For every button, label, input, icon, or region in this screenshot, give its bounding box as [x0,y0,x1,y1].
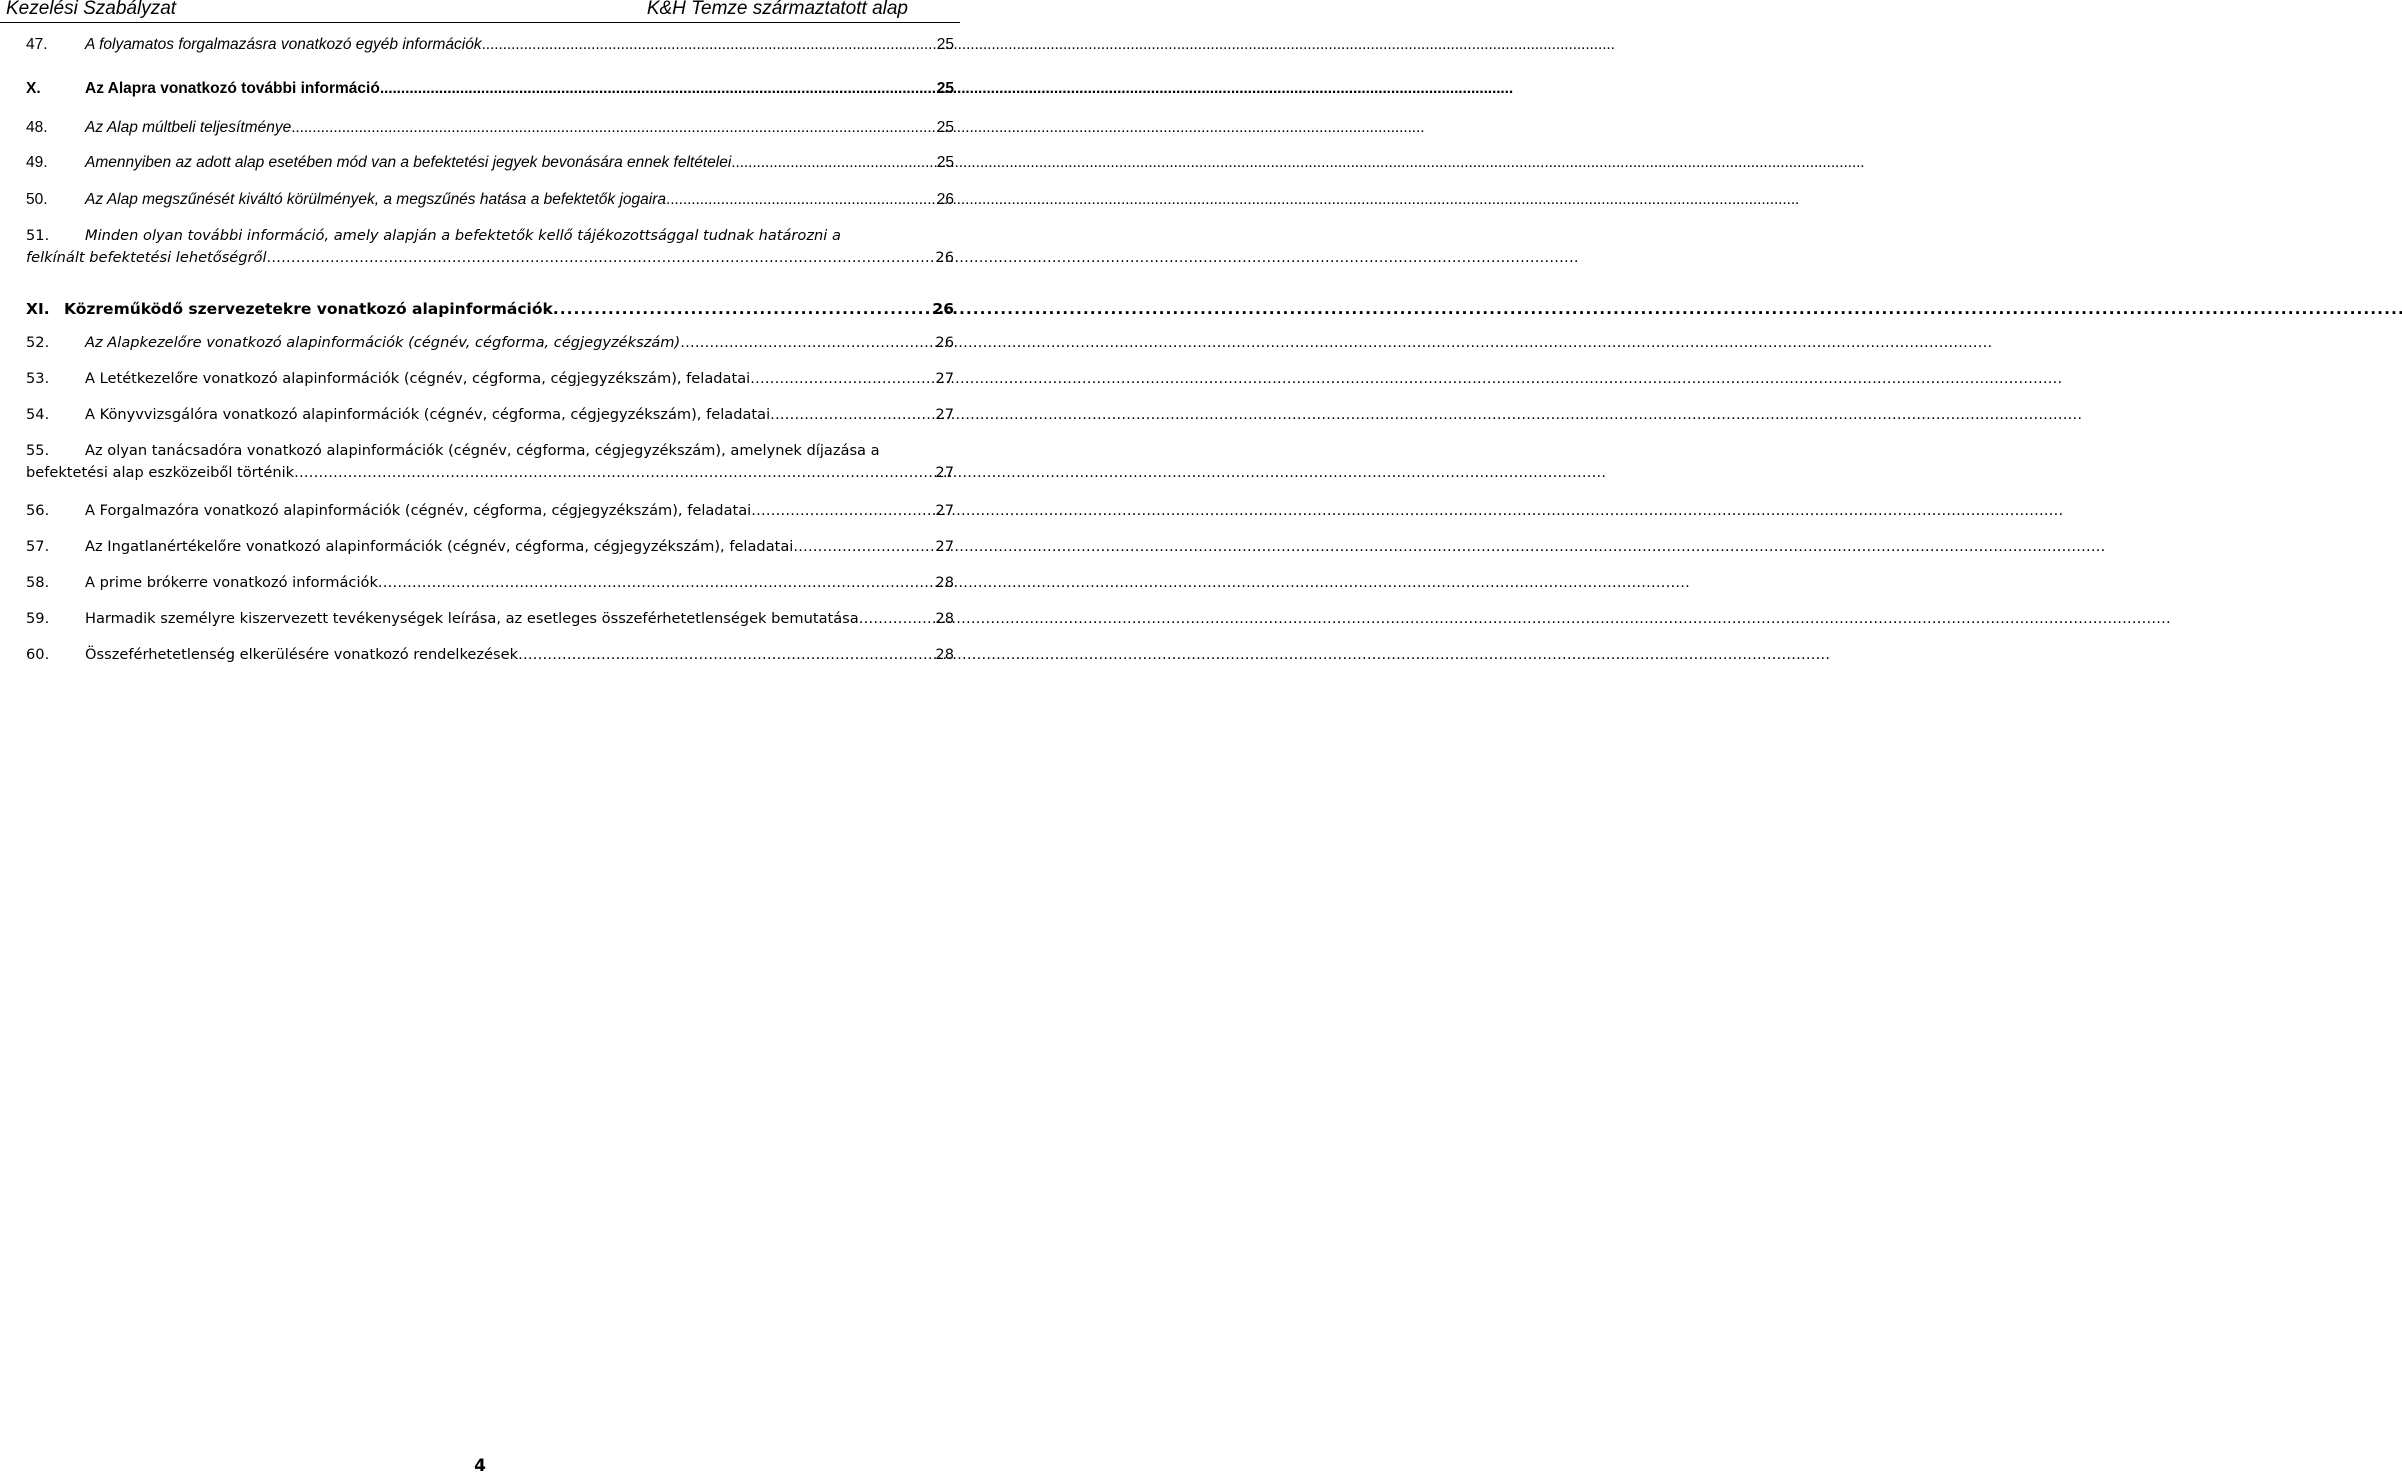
toc-entry-number: 56. [26,502,50,519]
toc-entry-page: 25 [936,154,954,171]
toc-entry-title: Harmadik személyre kiszervezett tevékenységek leírása, az esetleges összeférhetetlenségek bemutatása [85,610,859,627]
toc-entry-title: Amennyiben az adott alap esetében mód van a befektetési jegyek bevonására ennek feltételei [85,154,732,171]
toc-entry-53[interactable] [26,368,954,390]
toc-leader-dots [680,332,934,354]
toc-entry-number: 53. [26,370,50,387]
toc-entry-60[interactable] [26,644,954,666]
toc-entry-number: 52. [26,334,50,351]
toc-entry-55[interactable] [26,440,954,484]
toc-section-page: 25 [936,80,954,97]
toc-entry-page: 27 [935,370,954,387]
toc-entry-number: 59. [26,610,50,627]
toc-entry-page: 27 [935,406,954,423]
toc-entry-number: 49. [26,154,48,171]
toc-entry-number: 50. [26,191,48,208]
toc-leader-dots [294,462,934,484]
toc-entry-number: 48. [26,119,48,136]
toc-entry-50[interactable] [26,189,954,211]
toc-leader-dots [518,644,934,666]
toc-entry-52[interactable] [26,332,954,354]
toc-entry-57[interactable] [26,536,954,558]
toc-entry-title: Az Alapkezelőre vonatkozó alapinformációk (cégnév, cégforma, cégjegyzékszám) [85,334,681,351]
toc-entry-title: Összeférhetetlenség elkerülésére vonatkozó rendelkezések [85,646,519,663]
toc-entry-page: 26 [935,249,954,266]
toc-section-number: X. [26,80,41,97]
toc-entry-48[interactable] [26,117,954,139]
toc-section-xi[interactable] [26,298,954,320]
toc-leader-dots [380,78,936,100]
page-number: 4 [474,1456,486,1476]
toc-entry-59[interactable] [26,608,954,630]
toc-leader-dots [793,536,934,558]
toc-entry-47[interactable] [26,34,954,56]
toc-entry-54[interactable] [26,404,954,426]
toc-leader-dots [770,404,934,426]
toc-entry-page: 28 [935,574,954,591]
toc-entry-title: Az Alap megszűnését kiváltó körülmények, a megszűnés hatása a befektetők jogaira [85,191,666,208]
toc-leader-dots [859,608,935,630]
toc-leader-dots [751,500,934,522]
toc-entry-title: A Könyvvizsgálóra vonatkozó alapinformációk (cégnév, cégforma, cégjegyzékszám), feladatai [85,406,771,423]
toc-entry-page: 26 [935,334,954,351]
toc-leader-dots [750,368,934,390]
toc-entry-page: 27 [935,538,954,555]
toc-leader-dots [378,572,935,594]
header-document-title: Kezelési Szabályzat [6,0,177,19]
toc-entry-page: 28 [935,610,954,627]
toc-entry-title: Az Alap múltbeli teljesítménye [85,119,292,136]
toc-leader-dots [482,34,936,56]
toc-entry-number: 60. [26,646,50,663]
toc-entry-page: 27 [935,464,954,481]
toc-entry-49[interactable] [26,152,954,174]
toc-entry-page: 28 [935,646,954,663]
toc-entry-number: 57. [26,538,50,555]
toc-section-x[interactable] [26,78,954,100]
toc-leader-dots [267,247,935,269]
toc-section-title: Közreműködő szervezetekre vonatkozó alapinformációk [64,300,553,318]
toc-entry-58[interactable] [26,572,954,594]
toc-entry-title: A prime brókerre vonatkozó információk [85,574,378,591]
toc-entry-number: 58. [26,574,50,591]
toc-entry-title-line1: Minden olyan további információ, amely alapján a befektetők kellő tájékozottsággal tudnak határozni a [85,227,841,244]
toc-leader-dots [666,189,936,211]
toc-section-number: XI. [26,300,50,318]
toc-section-title: Az Alapra vonatkozó további információ [85,80,380,97]
toc-entry-page: 26 [936,191,954,208]
toc-entry-page: 27 [935,502,954,519]
toc-leader-dots [553,298,932,320]
toc-entry-title-line2: felkínált befektetési lehetőségről [26,249,267,266]
toc-entry-page: 25 [936,119,954,136]
toc-entry-title-line1: Az olyan tanácsadóra vonatkozó alapinformációk (cégnév, cégforma, cégjegyzékszám), amelynek díjazása a [85,442,880,459]
toc-entry-number: 54. [26,406,50,423]
toc-entry-number: 51. [26,227,50,244]
toc-leader-dots [731,152,935,174]
toc-section-page: 26 [932,300,954,318]
toc-entry-title: A Letétkezelőre vonatkozó alapinformációk (cégnév, cégforma, cégjegyzékszám), feladatai [85,370,751,387]
toc-entry-56[interactable] [26,500,954,522]
toc-leader-dots [291,117,936,139]
toc-entry-title-line2: befektetési alap eszközeiből történik [26,464,295,481]
toc-entry-51[interactable] [26,225,954,269]
toc-entry-title: Az Ingatlanértékelőre vonatkozó alapinformációk (cégnév, cégforma, cégjegyzékszám), feladatai [85,538,794,555]
toc-entry-page: 25 [936,36,954,53]
toc-entry-title: A folyamatos forgalmazásra vonatkozó egyéb információk [85,36,482,53]
toc-entry-number: 55. [26,442,50,459]
toc-entry-title: A Forgalmazóra vonatkozó alapinformációk (cégnév, cégforma, cégjegyzékszám), feladatai [85,502,752,519]
page-header [0,0,960,23]
toc-entry-number: 47. [26,36,48,53]
header-fund-name: K&H Temze származtatott alap [646,0,908,19]
